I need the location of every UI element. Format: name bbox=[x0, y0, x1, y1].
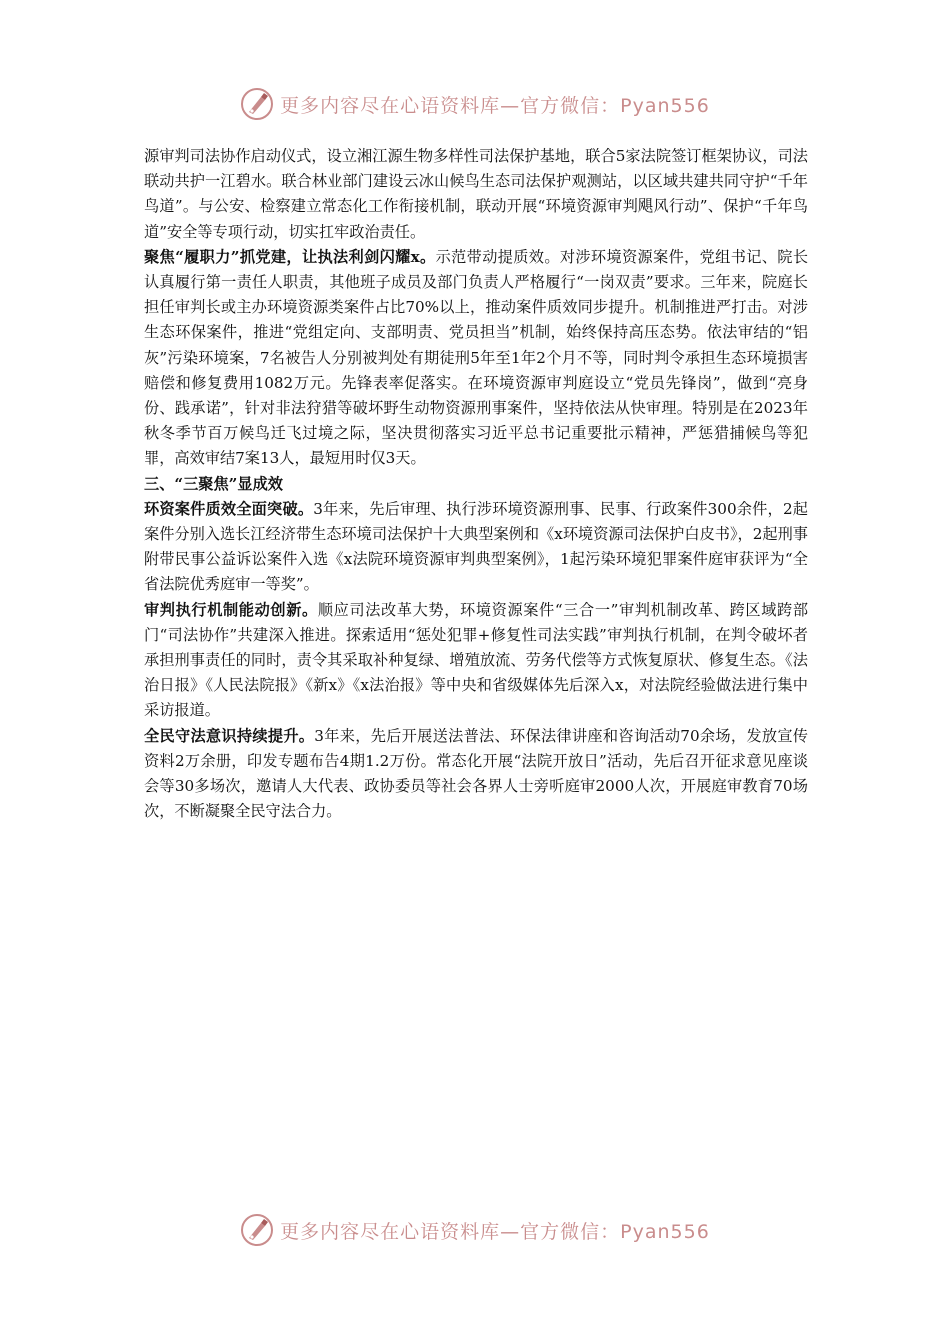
document-body bbox=[144, 144, 808, 824]
paragraph-5: 全民守法意识持续提升。3年来，先后开展送法普法、环保法律讲座和咨询活动70余场，发放宣传资料2万余册，印发专题布告4期1.2万份。常态化开展“法院开放日”活动，先后召开征求意见座谈会等30多场次，邀请人大代表、政协委员等社会各界人士旁听庭审2000人次，开展庭审教育70场次，不断凝聚全民守法合力。 bbox=[144, 726, 808, 821]
paragraph-5-lead: 全民守法意识持续提升。 bbox=[144, 726, 315, 745]
banner-text: 更多内容尽在心语资料库—官方微信：Pyan556 bbox=[280, 94, 710, 117]
paragraph-4: 审判执行机制能动创新。顺应司法改革大势，环境资源案件“三合一”审判机制改革、跨区域跨部门“司法协作”共建深入推进。探索适用“惩处犯罪+修复性司法实践”审判执行机制，在判令破坏者承担刑事责任的同时，责令其采取补种复绿、增殖放流、劳务代偿等方式恢复原状、修复生态。《法治日报》《人民法院报》《新x》《x法治报》等中央和省级媒体先后深入x，对法院经验做法进行集中采访报道。 bbox=[144, 600, 809, 720]
paragraph-4-lead: 审判执行机制能动创新。 bbox=[144, 600, 318, 619]
paragraph-2: 聚焦“履职力”抓党建，让执法利剑闪耀x。示范带动提质效。对涉环境资源案件，党组书记、院长认真履行第一责任人职责，其他班子成员及部门负责人严格履行“一岗双责”要求。三年来，院庭长担任审判长或主办环境资源类案件占比70%以上，推动案件质效同步提升。机制推进严打击。对涉生态环保案件，推进“党组定向、支部明责、党员担当”机制，始终保持高压态势。依法审结的“铝灰”污染环境案，7名被告人分别被判处有期徒刑5年至1年2个月不等，同时判令承担生态环境损害赔偿和修复费用1082万元。先锋表率促落实。在环境资源审判庭设立“党员先锋岗”，做到“亮身份、践承诺”，针对非法狩猎等破坏野生动物资源刑事案件，坚持依法从快审理。特别是在2023年秋冬季节百万候鸟迁飞过境之际，坚决贯彻落实习近平总书记重要批示精神，严惩猎捕候鸟等犯罪，高效审结7案13人，最短用时仅3天。 bbox=[144, 247, 808, 468]
paragraph-2-lead: 聚焦“履职力”抓党建，让执法利剑闪耀x。 bbox=[144, 247, 436, 266]
banner-text: 更多内容尽在心语资料库—官方微信：Pyan556 bbox=[280, 1220, 710, 1243]
pen-nib-logo-icon bbox=[240, 87, 274, 121]
section-heading-3: 三、“三聚焦”显成效 bbox=[144, 474, 283, 493]
paragraph-3-lead: 环资案件质效全面突破。 bbox=[144, 499, 314, 518]
paragraph-3: 环资案件质效全面突破。3年来，先后审理、执行涉环境资源刑事、民事、行政案件300余件，2起案件分别入选长江经济带生态环境司法保护十大典型案例和《x环境资源司法保护白皮书》，2起刑事附带民事公益诉讼案件入选《x法院环境资源审判典型案例》，1起污染环境犯罪案件庭审获评为“全省法院优秀庭审一等奖”。 bbox=[144, 499, 808, 594]
header-banner bbox=[0, 84, 950, 124]
footer-banner bbox=[0, 1210, 950, 1250]
pen-nib-logo-icon bbox=[240, 1213, 274, 1247]
paragraph-1: 源审判司法协作启动仪式，设立湘江源生物多样性司法保护基地，联合5家法院签订框架协议，司法联动共护一江碧水。联合林业部门建设云冰山候鸟生态司法保护观测站，以区域共建共同守护“千年鸟道”。与公安、检察建立常态化工作衔接机制，联动开展“环境资源审判飓风行动”、保护“千年鸟道”安全等专项行动，切实扛牢政治责任。 bbox=[144, 147, 808, 241]
